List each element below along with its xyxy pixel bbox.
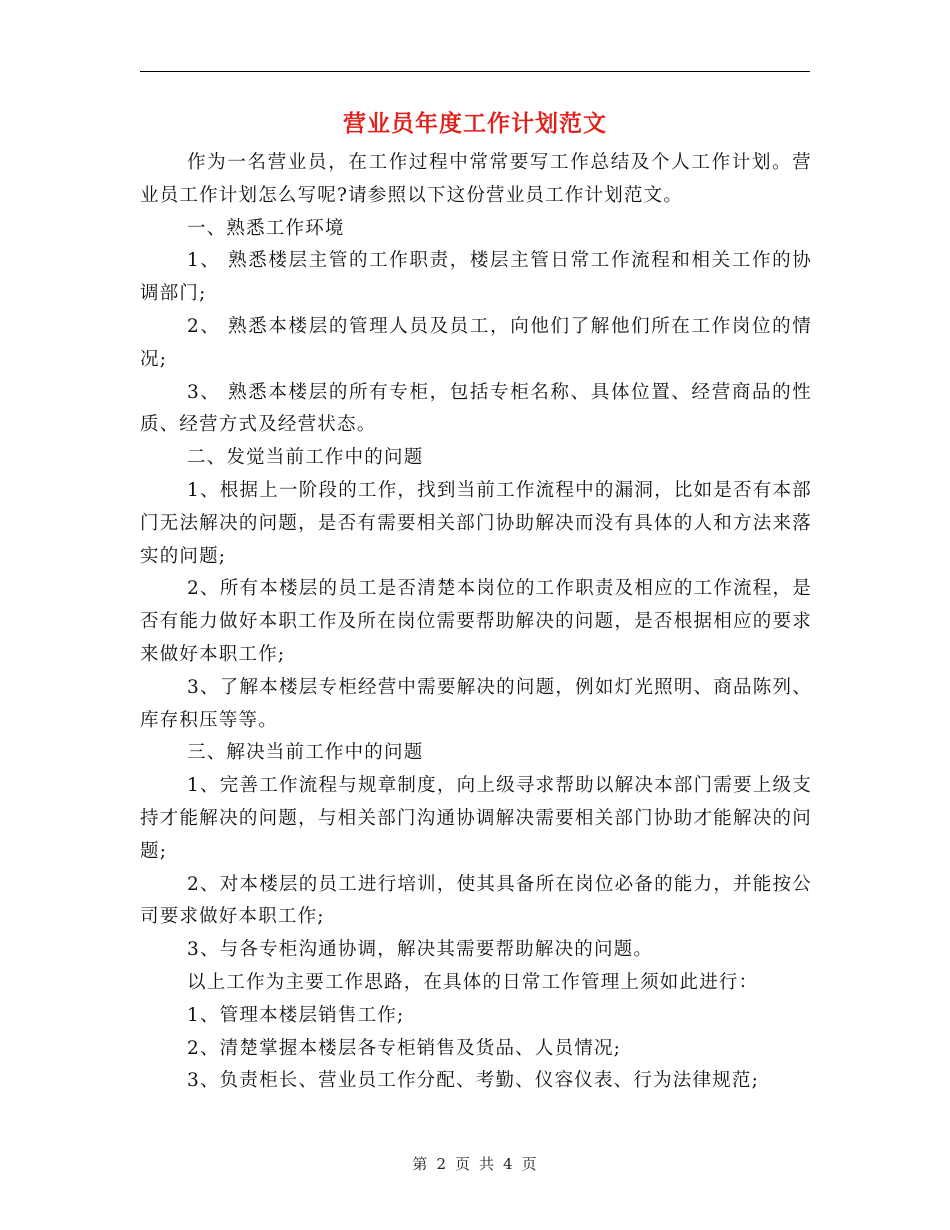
list-item: 1、管理本楼层销售工作; — [187, 1004, 405, 1026]
list-item: 2、 熟悉本楼层的管理人员及员工，向他们了解他们所在工作岗位的情况; — [140, 315, 812, 370]
footer-total-label: 页 — [521, 1155, 538, 1173]
page-footer — [0, 1153, 950, 1175]
list-item: 2、所有本楼层的员工是否清楚本岗位的工作职责及相应的工作流程，是否有能力做好本职工作及所在岗位需要帮助解决的问题，是否根据相应的要求来做好本职工作; — [140, 578, 812, 665]
footer-prefix: 第 — [412, 1155, 429, 1173]
list-item: 1、完善工作流程与规章制度，向上级寻求帮助以解决本部门需要上级支持才能解决的问题，与相关部门沟通协调解决需要相关部门协助才能解决的问题; — [140, 775, 812, 862]
list-item: 1、根据上一阶段的工作，找到当前工作流程中的漏洞，比如是否有本部门无法解决的问题，是否有需要相关部门协助解决而没有具体的人和方法来落实的问题; — [140, 479, 812, 567]
list-item: 3、 熟悉本楼层的所有专柜，包括专柜名称、具体位置、经营商品的性质、经营方式及经营状态。 — [140, 381, 812, 436]
footer-current-page: 2 — [436, 1155, 447, 1173]
footer-total-prefix: 共 — [479, 1155, 496, 1173]
paragraph-intro: 作为一名营业员，在工作过程中常常要写工作总结及个人工作计划。营业员工作计划怎么写呢?请参照以下这份营业员工作计划范文。 — [140, 152, 812, 206]
section-heading-2: 二、发觉当前工作中的问题 — [187, 447, 424, 469]
section-heading-3: 三、解决当前工作中的问题 — [187, 742, 424, 764]
list-item: 2、对本楼层的员工进行培训，使其具备所在岗位必备的能力，并能按公司要求做好本职工作; — [140, 873, 812, 928]
list-item: 3、与各专柜沟通协调，解决其需要帮助解决的问题。 — [187, 939, 654, 961]
document-title: 营业员年度工作计划范文 — [343, 110, 607, 137]
header-rule — [140, 71, 810, 72]
list-item: 3、负责柜长、营业员工作分配、考勤、仪容仪表、行为法律规范; — [187, 1070, 760, 1092]
document-body — [140, 147, 812, 1098]
footer-total-pages: 4 — [503, 1155, 514, 1173]
paragraph-summary: 以上工作为主要工作思路，在具体的日常工作管理上须如此进行： — [187, 971, 759, 993]
list-item: 2、清楚掌握本楼层各专柜销售及货品、人员情况; — [187, 1037, 622, 1059]
section-heading-1: 一、熟悉工作环境 — [187, 217, 345, 239]
list-item: 3、了解本楼层专柜经营中需要解决的问题，例如灯光照明、商品陈列、库存积压等等。 — [140, 676, 812, 731]
footer-page-label: 页 — [454, 1155, 471, 1173]
list-item: 1、 熟悉楼层主管的工作职责，楼层主管日常工作流程和相关工作的协调部门; — [140, 250, 812, 305]
